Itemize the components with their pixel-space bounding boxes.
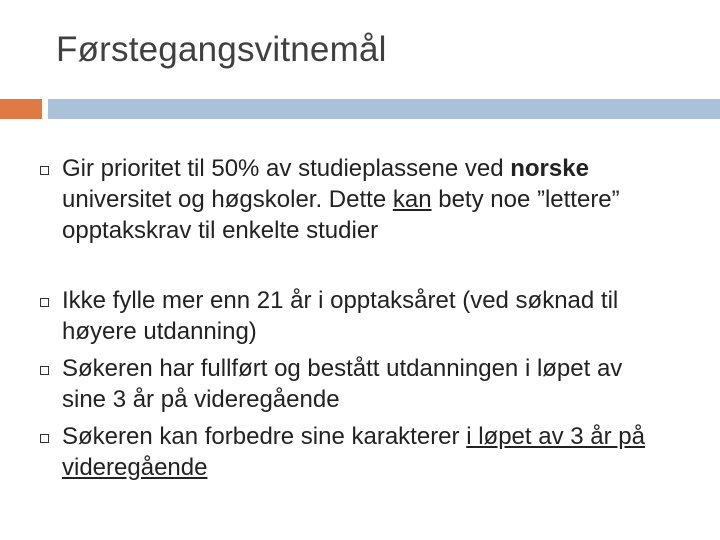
bullet-square-icon (40, 166, 49, 175)
bullet-text-1 (62, 153, 672, 246)
accent-bar-orange (0, 99, 42, 119)
bullet-1-bold-word: norske (510, 155, 589, 182)
bullet-4-underlined-phrase: i løpet av 3 år på videregående (62, 423, 645, 481)
bullet-1-underlined-word: kan (392, 186, 432, 213)
bullet-text-3: Søkeren har fullført og bestått utdanningen i løpet av sine 3 år på videregående (62, 355, 623, 413)
bullet-text-2: Ikke fylle mer enn 21 år i opptaksåret (ved søknad til høyere utdanning) (62, 287, 619, 345)
bullet-text-4 (62, 421, 672, 483)
bullet-1-part-1: Gir prioritet til 50% av studieplassene ved (62, 155, 511, 182)
bullet-square-icon (40, 366, 49, 375)
accent-bar-blue (48, 99, 720, 119)
bullet-square-icon (40, 298, 49, 307)
bullet-square-icon (40, 434, 49, 443)
slide-title: Førstegangsvitnemål (56, 30, 387, 69)
bullet-4-part-1: Søkeren kan forbedre sine karakterer (62, 423, 467, 450)
bullet-1-part-3: universitet og høgskoler. Dette (62, 186, 393, 213)
bullet-1-part-5: bety noe ”lettere” opptakskrav til enkelte studier (62, 186, 620, 244)
